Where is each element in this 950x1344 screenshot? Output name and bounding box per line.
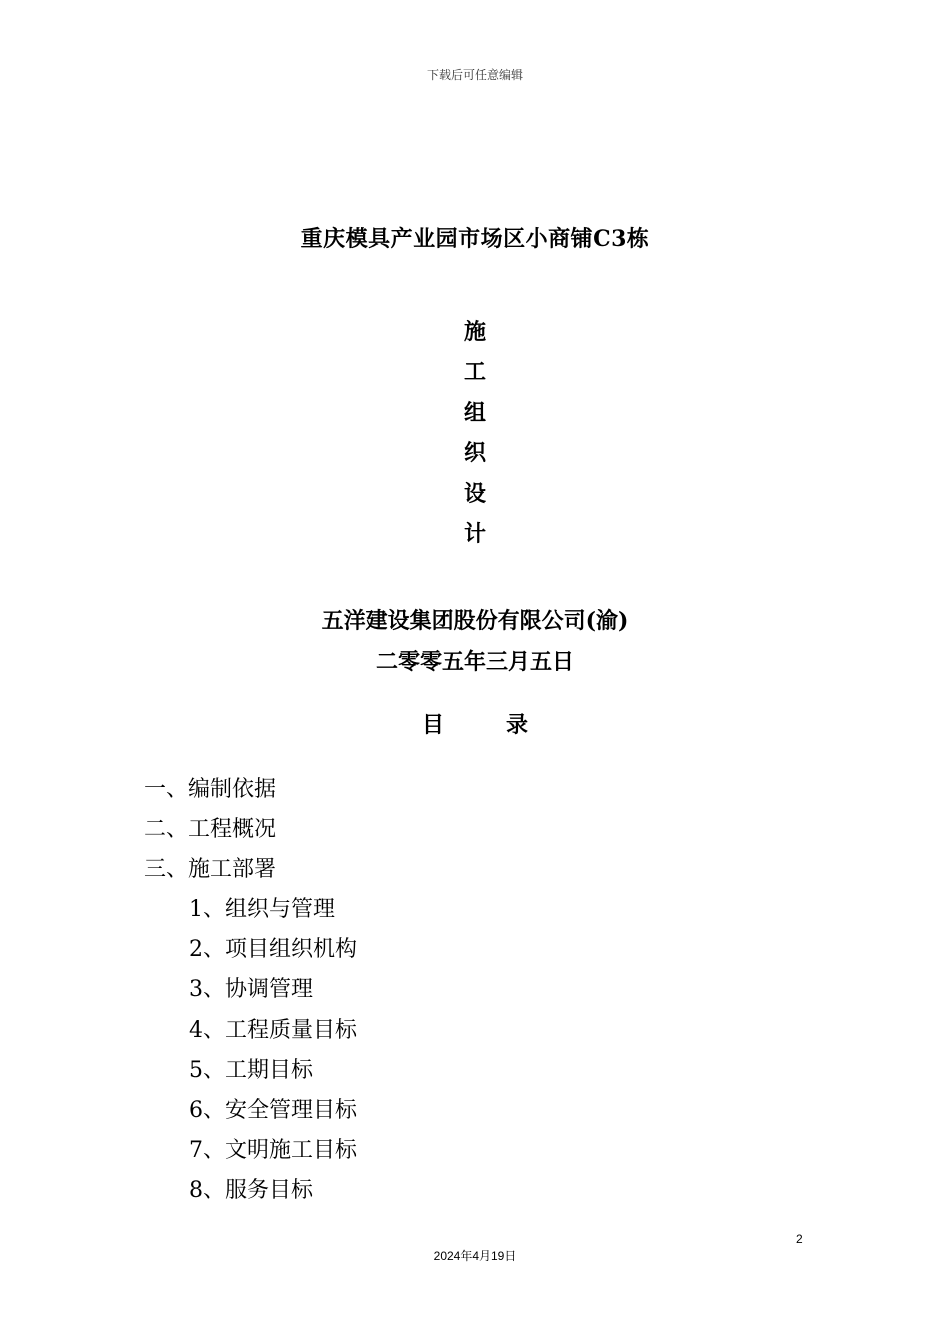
page-header: 下载后可任意编辑 [426,68,523,82]
page-number: 2 [796,1232,803,1246]
toc-subitem[interactable]: 5、工期目标 [189,1057,313,1083]
document-date: 二零零五年三月五日 [375,649,574,675]
document-type-char: 织 [463,440,486,467]
toc-subitem[interactable]: 6、安全管理目标 [189,1097,357,1123]
document-type-char: 计 [463,520,486,547]
toc-subitem[interactable]: 3、协调管理 [189,977,313,1003]
document-type-char: 组 [463,399,486,426]
company-name: 五洋建设集团股份有限公司(渝) [321,608,629,634]
project-title: 重庆模具产业园市场区小商铺C3栋 [300,226,650,252]
toc-subitem[interactable]: 7、文明施工目标 [189,1137,357,1163]
toc-title [0,708,950,739]
document-type-char: 施 [463,319,486,345]
toc-title-left: 目 [421,712,444,738]
toc-subitem[interactable]: 8、服务目标 [189,1177,313,1203]
document-type-char: 工 [463,359,486,386]
toc-item[interactable]: 二、工程概况 [144,817,277,843]
toc-item[interactable]: 一、编制依据 [144,777,277,802]
toc-item[interactable]: 三、施工部署 [144,857,277,883]
toc-subitem[interactable]: 2、项目组织机构 [189,937,357,963]
toc-title-right: 录 [506,712,529,738]
table-of-contents [0,770,950,1211]
toc-subitem[interactable]: 1、组织与管理 [189,897,335,923]
document-type-char: 设 [463,480,486,507]
toc-subitem[interactable]: 4、工程质量目标 [189,1017,357,1043]
document-type-title [0,312,950,554]
footer-date: 2024年4月19日 [433,1249,517,1263]
